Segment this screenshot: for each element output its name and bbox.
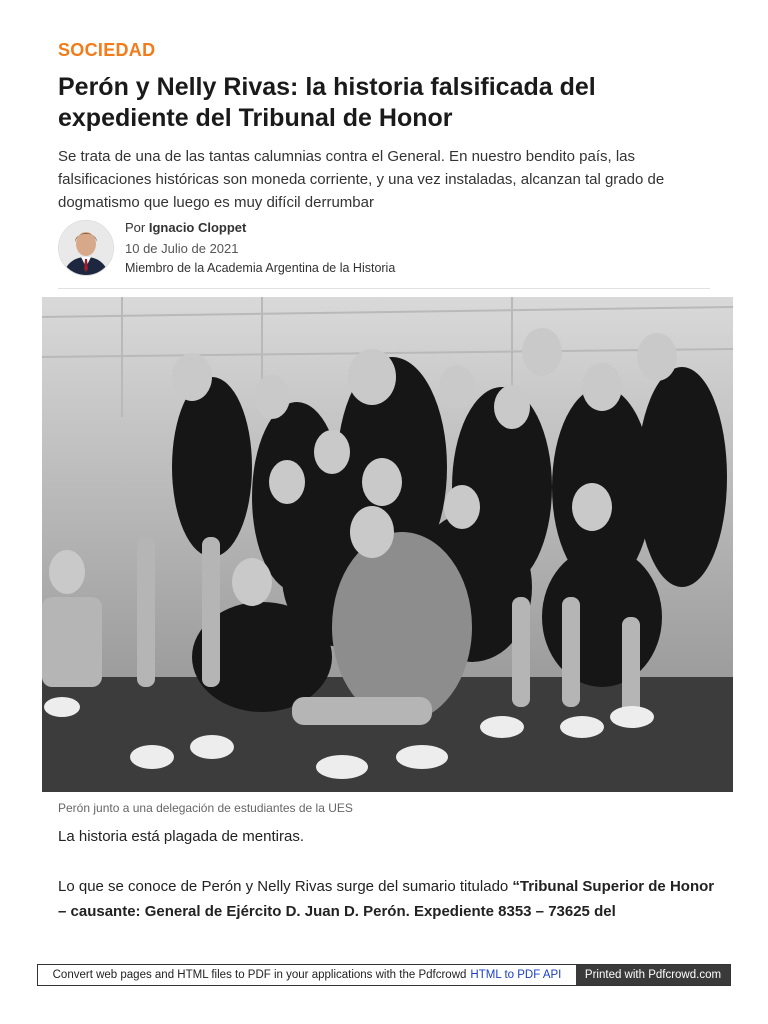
article-lede: Se trata de una de las tantas calumnias contra el General. En nuestro bendito país, las falsificaciones históricas son moneda corriente, y una vez instaladas, alcanzan tal grado de dogmatismo que luego es muy difícil derrumbar — [58, 148, 665, 211]
article-photo[interactable] — [42, 297, 733, 792]
author-avatar[interactable] — [58, 220, 114, 276]
pdfcrowd-banner — [37, 964, 731, 986]
author-role: Miembro de la Academia Argentina de la Historia — [125, 261, 396, 275]
photo-caption: Perón junto a una delegación de estudiantes de la UES — [58, 801, 353, 815]
paragraph-2-bold-quote: “Tribunal Superior de Honor – causante: General de Ejército D. Juan D. Perón. Expediente 8353 – 73625 del — [58, 878, 715, 920]
article-title: Perón y Nelly Rivas: la historia falsificada del expediente del Tribunal de Honor — [58, 73, 596, 132]
pdfcrowd-text: Convert web pages and HTML files to PDF in your applications with the Pdfcrowd — [52, 969, 467, 981]
author-byline — [125, 220, 246, 235]
author-box — [58, 218, 710, 286]
publish-date: 10 de Julio de 2021 — [125, 241, 239, 256]
body-paragraph-2 — [58, 874, 718, 924]
divider — [58, 288, 710, 289]
printed-with-pdfcrowd-link[interactable]: Printed with Pdfcrowd.com — [576, 965, 730, 985]
body-paragraph-1: La historia está plagada de mentiras. — [58, 828, 304, 845]
pdfcrowd-banner-text — [38, 965, 576, 985]
author-name-link[interactable]: Ignacio Cloppet — [148, 220, 247, 235]
paragraph-2-text: Lo que se conoce de Perón y Nelly Rivas surge del sumario titulado — [58, 878, 513, 895]
author-prefix: Por — [125, 220, 146, 235]
html-to-pdf-api-link[interactable]: HTML to PDF API — [470, 969, 562, 981]
section-label[interactable]: SOCIEDAD — [58, 40, 156, 60]
